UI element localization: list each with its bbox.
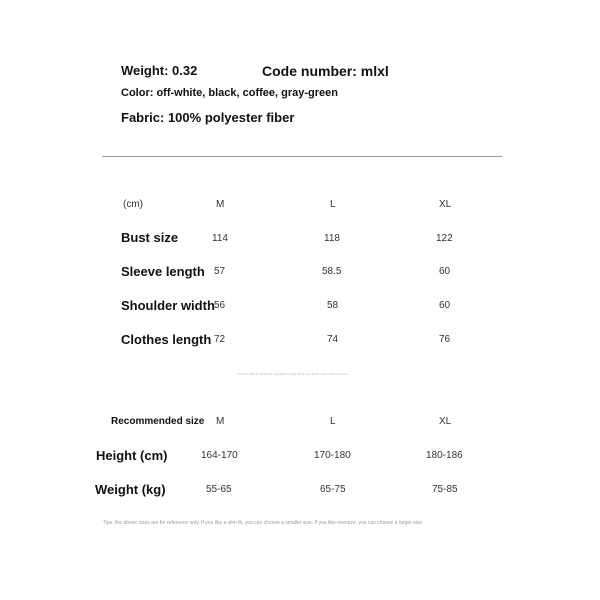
row-label-sleeve-length: Sleeve length: [121, 264, 205, 279]
table-cell: 58.5: [322, 266, 342, 277]
table-cell: 57: [214, 266, 226, 277]
table-cell: 58: [327, 300, 339, 311]
table-cell: 72: [214, 334, 226, 345]
table-cell: 180-186: [426, 450, 463, 461]
fabric-text: Fabric: 100% polyester fiber: [121, 110, 295, 125]
unit-label: (cm): [123, 199, 143, 210]
column-header-m: M: [216, 416, 225, 427]
table-cell: 60: [439, 266, 451, 277]
column-header-m: M: [216, 199, 225, 210]
column-header-xl: XL: [439, 199, 452, 210]
column-header-xl: XL: [439, 416, 452, 427]
row-label-clothes-length: Clothes length: [121, 332, 212, 347]
code-number-text: Code number: mlxl: [262, 63, 389, 79]
weight-text: Weight: 0.32: [121, 63, 198, 78]
table-cell: 75-85: [432, 484, 458, 495]
table-cell: 56: [214, 300, 226, 311]
row-label-shoulder-width: Shoulder width: [121, 298, 215, 313]
table-cell: 122: [436, 233, 453, 244]
divider-line: [102, 156, 502, 157]
table-cell: 65-75: [320, 484, 346, 495]
tips-note: Tips: the above sizes are for reference only. If you like a slim fit, you can choose a smaller size. If you like oversize, you can choose a larger size: [103, 520, 423, 526]
table-cell: 114: [212, 233, 228, 244]
column-header-l: L: [330, 416, 336, 427]
row-label-height: Height (cm): [96, 448, 168, 463]
column-header-l: L: [330, 199, 336, 210]
table-cell: 74: [327, 334, 339, 345]
row-label-bust-size: Bust size: [121, 230, 179, 245]
table-cell: 60: [439, 300, 451, 311]
measurement-footnote: The size data is measured manually by tiling, there may be an error of about 1-3 cm: [237, 372, 349, 376]
table-cell: 76: [439, 334, 451, 345]
recommended-size-header: Recommended size: [111, 416, 205, 427]
table-cell: 164-170: [201, 450, 238, 461]
table-cell: 118: [324, 233, 340, 244]
color-text: Color: off-white, black, coffee, gray-green: [121, 87, 338, 99]
row-label-weight: Weight (kg): [95, 482, 166, 497]
table-cell: 55-65: [206, 484, 232, 495]
table-cell: 170-180: [314, 450, 351, 461]
